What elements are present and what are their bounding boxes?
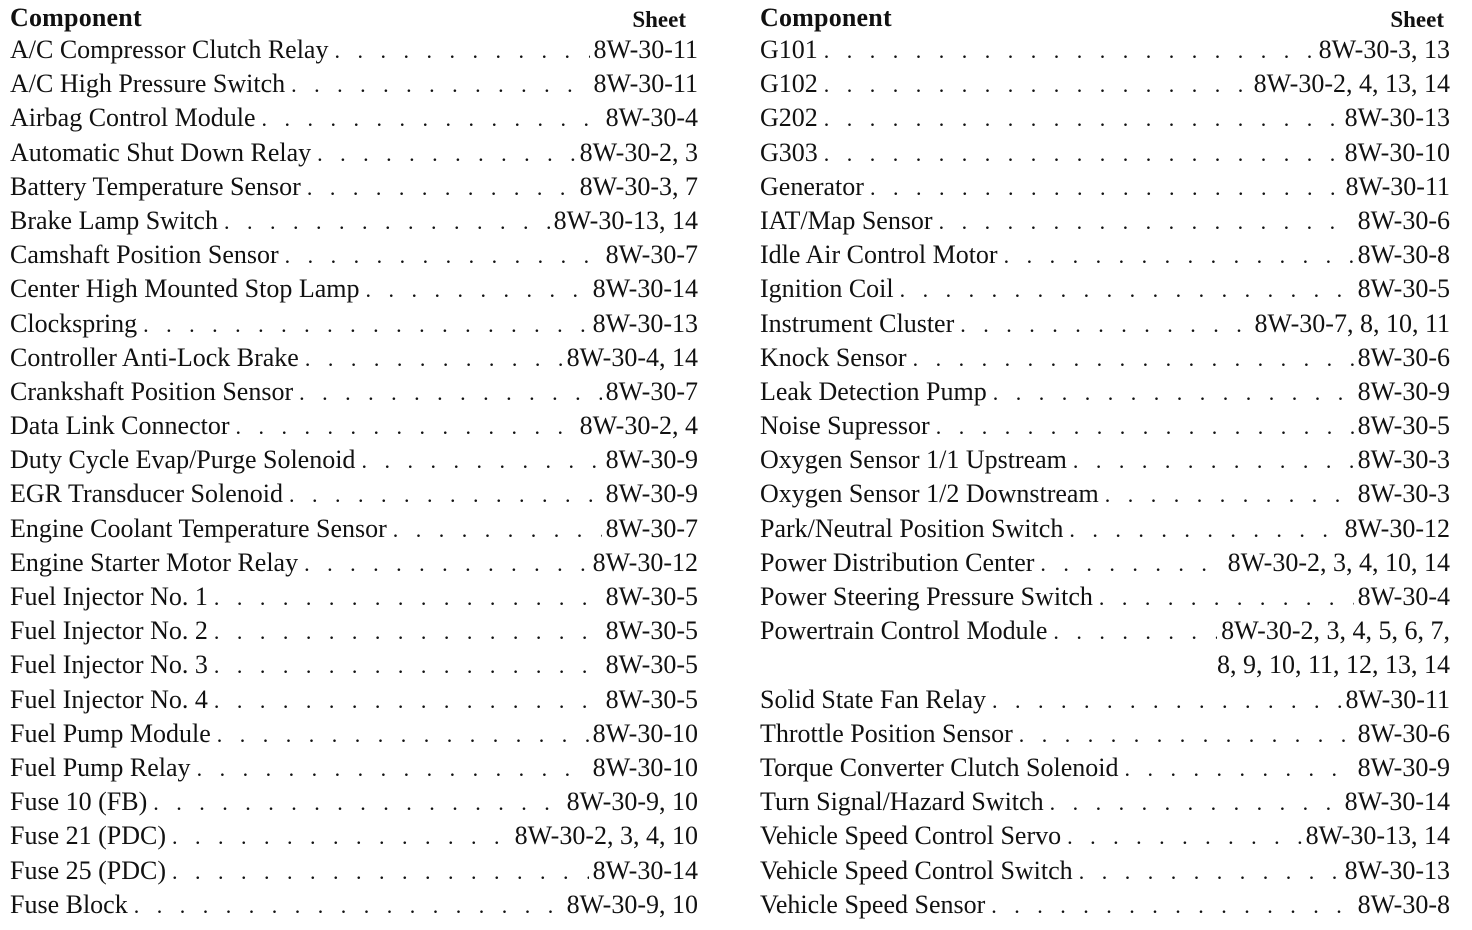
component-row: [760, 33, 1450, 67]
dot-leader: [993, 376, 1354, 410]
component-name: G303: [760, 137, 818, 167]
dot-leader: [824, 102, 1341, 136]
component-name: Generator: [760, 171, 864, 201]
component-row: [760, 136, 1450, 170]
sheet-reference: 8W-30-2, 4: [579, 411, 698, 441]
sheet-reference: 8W-30-7: [605, 513, 698, 543]
sheet-reference: 8W-30-6: [1357, 342, 1450, 372]
dot-leader: [1125, 752, 1354, 786]
component-row: [760, 683, 1450, 717]
component-name: Idle Air Control Motor: [760, 240, 998, 270]
sheet-reference: 8W-30-3: [1357, 445, 1450, 475]
component-name: Fuel Pump Relay: [10, 752, 191, 782]
sheet-reference: 8W-30-2, 4, 13, 14: [1253, 69, 1450, 99]
sheet-reference: 8W-30-13, 14: [553, 205, 698, 235]
dot-leader: [304, 547, 588, 581]
component-name: G102: [760, 69, 818, 99]
sheet-reference-continued: 8, 9, 10, 11, 12, 13, 14: [1216, 650, 1450, 680]
component-name: Park/Neutral Position Switch: [760, 513, 1064, 543]
sheet-reference: 8W-30-14: [592, 274, 698, 304]
sheet-reference: 8W-30-9, 10: [566, 787, 698, 817]
dot-leader: [1040, 547, 1223, 581]
component-name: G101: [760, 35, 818, 64]
component-name: Brake Lamp Switch: [10, 205, 218, 235]
component-row: [10, 546, 698, 580]
component-name: A/C Compressor Clutch Relay: [10, 35, 329, 64]
component-name: Battery Temperature Sensor: [10, 171, 301, 201]
dot-leader: [224, 205, 550, 239]
sheet-reference: 8W-30-11: [593, 35, 698, 64]
sheet-reference: 8W-30-10: [1344, 137, 1450, 167]
sheet-reference: 8W-30-11: [1345, 171, 1450, 201]
dot-leader: [992, 684, 1341, 718]
component-heading: Component: [10, 3, 142, 32]
component-name: Vehicle Speed Control Servo: [760, 821, 1062, 851]
dot-leader: [214, 581, 602, 615]
sheet-reference: 8W-30-10: [592, 718, 698, 748]
component-row: [10, 614, 698, 648]
sheet-reference: 8W-30-13: [1344, 103, 1450, 133]
sheet-reference: 8W-30-6: [1357, 718, 1450, 748]
component-name: Center High Mounted Stop Lamp: [10, 274, 360, 304]
dot-leader: [299, 376, 601, 410]
component-name: Engine Starter Motor Relay: [10, 547, 299, 577]
sheet-reference: 8W-30-14: [1344, 787, 1450, 817]
component-name: Fuel Injector No. 1: [10, 582, 208, 611]
component-name: IAT/Map Sensor: [760, 205, 933, 235]
component-name: Vehicle Speed Control Switch: [760, 855, 1073, 885]
component-name: Torque Converter Clutch Solenoid: [760, 752, 1119, 782]
component-name: Vehicle Speed Sensor: [760, 889, 986, 919]
dot-leader: [393, 513, 602, 547]
component-name: Fuel Injector No. 2: [10, 616, 208, 646]
sheet-reference: 8W-30-5: [605, 650, 698, 680]
sheet-reference: 8W-30-8: [1357, 889, 1450, 919]
dot-leader: [334, 34, 589, 68]
component-row: [10, 341, 698, 375]
dot-leader: [217, 718, 589, 752]
component-row: [760, 477, 1450, 511]
dot-leader: [236, 410, 576, 444]
dot-leader: [900, 273, 1354, 307]
sheet-reference: 8W-30-4, 14: [566, 342, 698, 372]
sheet-reference: 8W-30-9: [605, 445, 698, 475]
sheet-reference: 8W-30-14: [592, 855, 698, 885]
dot-leader: [153, 786, 562, 820]
sheet-reference: 8W-30-5: [1357, 274, 1450, 304]
component-row: [10, 785, 698, 819]
sheet-heading: Sheet: [1390, 7, 1444, 32]
dot-leader: [1019, 718, 1354, 752]
component-name: Knock Sensor: [760, 342, 907, 372]
left-component-list: [10, 33, 698, 922]
dot-leader: [214, 684, 602, 718]
sheet-reference: 8W-30-11: [1345, 684, 1450, 714]
component-name: Fuse Block: [10, 889, 128, 919]
component-name: Oxygen Sensor 1/2 Downstream: [760, 479, 1099, 509]
dot-leader: [172, 820, 511, 854]
component-name: Airbag Control Module: [10, 103, 256, 133]
component-row: [10, 819, 698, 853]
sheet-reference: 8W-30-5: [1357, 411, 1450, 441]
sheet-reference: 8W-30-10: [592, 752, 698, 782]
left-column: [10, 3, 698, 922]
sheet-reference: 8W-30-9, 10: [566, 889, 698, 919]
component-name: Oxygen Sensor 1/1 Upstream: [760, 445, 1067, 475]
component-row: [10, 238, 698, 272]
component-name: Fuel Injector No. 4: [10, 684, 208, 714]
dot-leader: [870, 171, 1342, 205]
dot-leader: [291, 68, 589, 102]
sheet-reference: 8W-30-6: [1357, 205, 1450, 235]
dot-leader: [1105, 478, 1354, 512]
component-name: Solid State Fan Relay: [760, 684, 987, 714]
sheet-reference: 8W-30-12: [1344, 513, 1450, 543]
component-row: [760, 751, 1450, 785]
sheet-reference: 8W-30-5: [605, 582, 698, 611]
component-row: [10, 204, 698, 238]
dot-leader: [305, 342, 563, 376]
component-row: [10, 477, 698, 511]
right-column-header: [760, 3, 1450, 33]
component-name: Fuse 25 (PDC): [10, 855, 167, 885]
component-row: [760, 341, 1450, 375]
dot-leader: [143, 308, 588, 342]
component-row: [760, 375, 1450, 409]
sheet-reference: 8W-30-7, 8, 10, 11: [1254, 308, 1450, 338]
component-row: [10, 854, 698, 888]
component-name: Data Link Connector: [10, 411, 230, 441]
dot-leader: [197, 752, 589, 786]
dot-leader: [262, 102, 602, 136]
component-row: [10, 443, 698, 477]
right-column: [760, 3, 1450, 922]
component-row: [10, 717, 698, 751]
dot-leader: [289, 478, 602, 512]
dot-leader: [1050, 786, 1341, 820]
component-row: [10, 512, 698, 546]
component-row: [10, 751, 698, 785]
sheet-reference: 8W-30-5: [605, 684, 698, 714]
component-row: [10, 648, 698, 682]
component-row: [10, 101, 698, 135]
component-name: Power Steering Pressure Switch: [760, 582, 1093, 611]
dot-leader: [366, 273, 589, 307]
component-row: [10, 888, 698, 922]
component-row: [10, 375, 698, 409]
component-name: Leak Detection Pump: [760, 376, 987, 406]
sheet-reference: 8W-30-13, 14: [1305, 821, 1450, 851]
component-row: [10, 409, 698, 443]
dot-leader: [1073, 444, 1354, 478]
component-name: Clockspring: [10, 308, 138, 338]
dot-leader: [307, 171, 576, 205]
dot-leader: [824, 34, 1315, 68]
component-row: [760, 580, 1450, 614]
sheet-reference: 8W-30-12: [592, 547, 698, 577]
component-row: [760, 512, 1450, 546]
sheet-reference: 8W-30-7: [605, 376, 698, 406]
component-row: [760, 785, 1450, 819]
sheet-reference: 8W-30-2, 3, 4, 10, 14: [1227, 547, 1450, 577]
component-name: Powertrain Control Module: [760, 616, 1048, 646]
dot-leader: [939, 205, 1354, 239]
component-name: Crankshaft Position Sensor: [10, 376, 294, 406]
component-name: Automatic Shut Down Relay: [10, 137, 312, 167]
component-name: Fuse 21 (PDC): [10, 821, 167, 851]
component-row: [760, 101, 1450, 135]
component-name: Camshaft Position Sensor: [10, 240, 279, 270]
component-row: [760, 170, 1450, 204]
dot-leader: [1004, 239, 1354, 273]
sheet-reference: 8W-30-4: [1357, 582, 1450, 611]
component-row: [760, 67, 1450, 101]
component-row: [760, 204, 1450, 238]
component-name: Ignition Coil: [760, 274, 894, 304]
component-row: [760, 443, 1450, 477]
dot-leader: [1053, 615, 1217, 649]
dot-leader: [317, 137, 575, 171]
sheet-reference: 8W-30-13: [592, 308, 698, 338]
sheet-reference: 8W-30-8: [1357, 240, 1450, 270]
component-row: [760, 238, 1450, 272]
dot-leader: [824, 137, 1341, 171]
component-name: Throttle Position Sensor: [760, 718, 1013, 748]
sheet-reference: 8W-30-9: [605, 479, 698, 509]
sheet-reference: 8W-30-13: [1344, 855, 1450, 885]
component-name: EGR Transducer Solenoid: [10, 479, 283, 509]
component-row: [10, 580, 698, 614]
dot-leader: [913, 342, 1354, 376]
dot-leader: [172, 855, 589, 889]
sheet-reference: 8W-30-2, 3, 4, 10: [514, 821, 698, 851]
component-row: [10, 272, 698, 306]
component-row: [10, 67, 698, 101]
sheet-reference: 8W-30-3, 13: [1318, 35, 1450, 64]
component-row: [10, 170, 698, 204]
component-row: [760, 272, 1450, 306]
component-row: [760, 546, 1450, 580]
component-name: Fuel Pump Module: [10, 718, 211, 748]
sheet-heading: Sheet: [632, 7, 686, 32]
sheet-reference: 8W-30-4: [605, 103, 698, 133]
component-row: [10, 683, 698, 717]
sheet-reference: 8W-30-2, 3: [579, 137, 698, 167]
dot-leader: [1099, 581, 1354, 615]
sheet-reference: 8W-30-7: [605, 240, 698, 270]
component-row: [10, 136, 698, 170]
component-row: [10, 307, 698, 341]
component-name: G202: [760, 103, 818, 133]
left-column-header: [10, 3, 698, 33]
component-row: [760, 819, 1450, 853]
dot-leader: [1079, 855, 1341, 889]
component-name: Power Distribution Center: [760, 547, 1035, 577]
dot-leader: [214, 615, 602, 649]
component-row: [760, 854, 1450, 888]
dot-leader: [824, 68, 1250, 102]
component-row-continuation: [760, 648, 1450, 682]
component-name: Controller Anti-Lock Brake: [10, 342, 299, 372]
component-name: Noise Supressor: [760, 411, 930, 441]
sheet-reference: 8W-30-9: [1357, 752, 1450, 782]
component-row: [760, 307, 1450, 341]
dot-leader: [960, 308, 1250, 342]
component-heading: Component: [760, 3, 892, 32]
sheet-reference: 8W-30-5: [605, 616, 698, 646]
sheet-reference: 8W-30-2, 3, 4, 5, 6, 7,: [1221, 616, 1450, 646]
dot-leader: [361, 444, 601, 478]
component-name: Turn Signal/Hazard Switch: [760, 787, 1044, 817]
dot-leader: [214, 649, 602, 683]
component-row: [760, 888, 1450, 922]
dot-leader: [134, 889, 563, 923]
component-name: A/C High Pressure Switch: [10, 69, 286, 99]
dot-leader: [991, 889, 1353, 923]
dot-leader: [1067, 820, 1301, 854]
dot-leader: [1069, 513, 1340, 547]
component-row: [760, 717, 1450, 751]
component-row: [10, 33, 698, 67]
sheet-reference: 8W-30-3: [1357, 479, 1450, 509]
dot-leader: [936, 410, 1354, 444]
component-name: Duty Cycle Evap/Purge Solenoid: [10, 445, 356, 475]
sheet-reference: 8W-30-3, 7: [579, 171, 698, 201]
component-row: [760, 409, 1450, 443]
component-name: Fuse 10 (FB): [10, 787, 148, 817]
sheet-reference: 8W-30-9: [1357, 376, 1450, 406]
right-component-list: [760, 33, 1450, 922]
component-row: [760, 614, 1450, 648]
component-name: Fuel Injector No. 3: [10, 650, 208, 680]
dot-leader: [285, 239, 602, 273]
component-name: Engine Coolant Temperature Sensor: [10, 513, 387, 543]
component-name: Instrument Cluster: [760, 308, 955, 338]
sheet-reference: 8W-30-11: [593, 69, 698, 99]
